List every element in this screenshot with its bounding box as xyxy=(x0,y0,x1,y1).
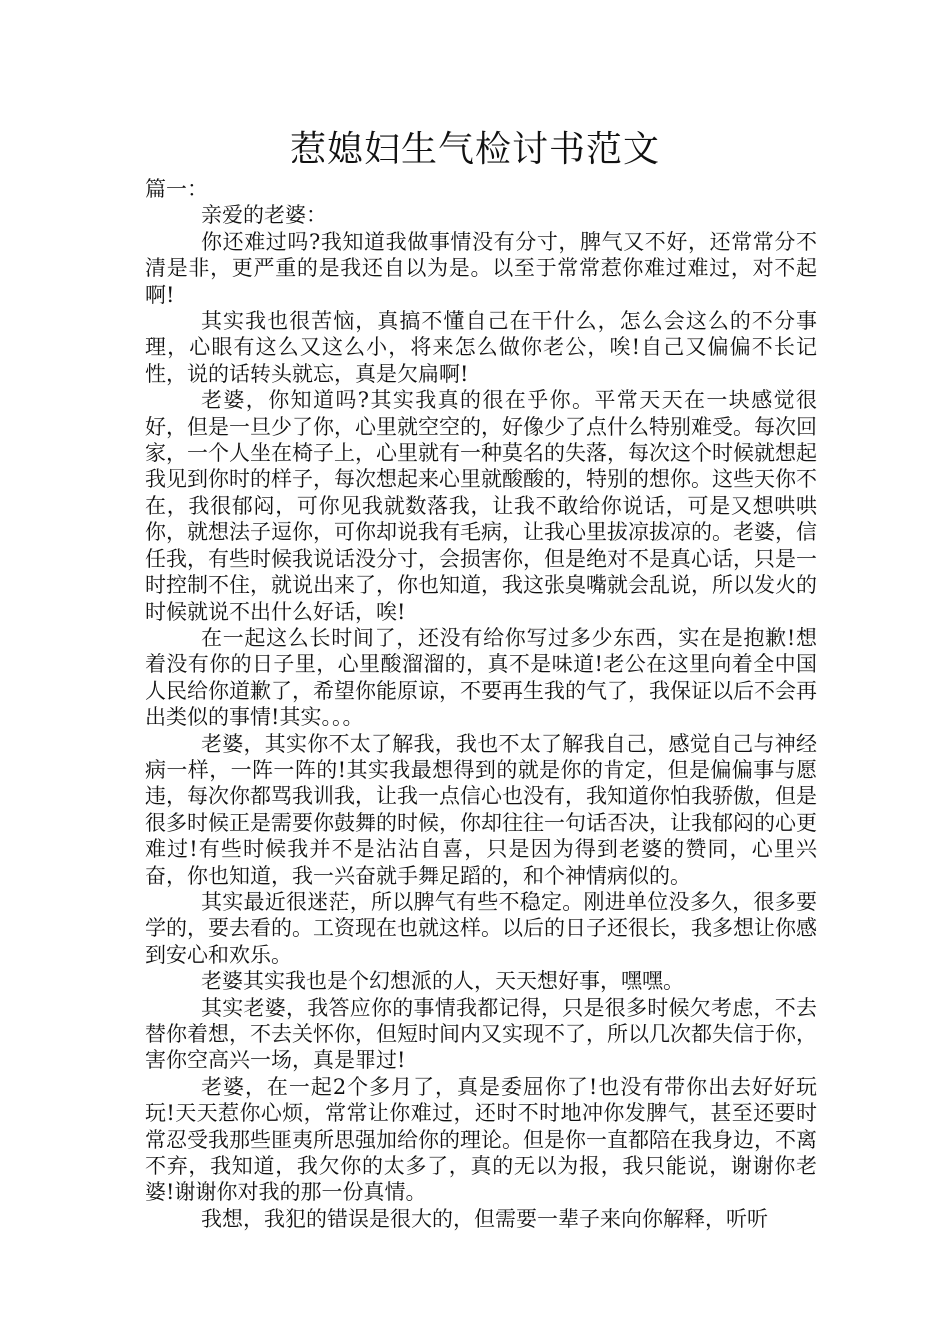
document-body xyxy=(145,176,817,1232)
paragraph: 其实我也很苦恼，真搞不懂自己在干什么，怎么会这么的不分事理，心眼有这么又这么小，将来怎么做你老公，唉!自己又偏偏不长记性，说的话转头就忘，真是欠扁啊! xyxy=(145,309,817,386)
paragraph: 你还难过吗?我知道我做事情没有分寸，脾气又不好，还常常分不清是非，更严重的是我还自以为是。以至于常常惹你难过难过，对不起啊! xyxy=(145,229,817,307)
paragraph: 老婆其实我也是个幻想派的人，天天想好事，嘿嘿。 xyxy=(201,969,684,994)
paragraph: 其实老婆，我答应你的事情我都记得，只是很多时候欠考虑，不去替你着想，不去关怀你，但短时间内又实现不了，所以几次都失信于你，害你空高兴一场，真是罪过! xyxy=(145,995,817,1073)
paragraph: 老婆，在一起2个多月了，真是委屈你了!也没有带你出去好好玩玩!天天惹你心烦，常常让你难过，还时不时地冲你发脾气，甚至还要时常忍受我那些匪夷所思强加给你的理论。但是你一直都陪在我身边，不离不弃，我知道，我欠你的太多了，真的无以为报，我只能说，谢谢你老婆!谢谢你对我的那一份真情。 xyxy=(145,1074,817,1205)
paragraph: 在一起这么长时间了，还没有给你写过多少东西，实在是抱歉!想着没有你的日子里，心里酸溜溜的，真不是味道!老公在这里向着全中国人民给你道歉了，希望你能原谅，不要再生我的气了，我保证以后不会再出类似的事情!其实。。。 xyxy=(145,625,817,730)
paragraph: 其实最近很迷茫，所以脾气有些不稳定。刚进单位没多久，很多要学的，要去看的。工资现在也就这样。以后的日子还很长，我多想让你感到安心和欢乐。 xyxy=(145,889,817,967)
paragraph: 老婆，其实你不太了解我，我也不太了解我自己，感觉自己与神经病一样，一阵一阵的!其实我最想得到的就是你的肯定，但是偏偏事与愿违，每次你都骂我训我，让我一点信心也没有，我知道你怕我骄傲，但是很多时候正是需要你鼓舞的时候，你却往往一句话否决，让我郁闷的心更难过!有些时候我并不是沾沾自喜，只是因为得到老婆的赞同，心里兴奋，你也知道，我一兴奋就手舞足蹈的，和个神情病似的。 xyxy=(145,731,817,888)
paragraph: 老婆，你知道吗?其实我真的很在乎你。平常天天在一块感觉很好，但是一旦少了你，心里就空空的，好像少了点什么特别难受。每次回家，一个人坐在椅子上，心里就有一种莫名的失落，每次这个时候就想起我见到你时的样子，每次想起来心里就酸酸的，特别的想你。这些天你不在，我很郁闷，可你见我就数落我，让我不敢给你说话，可是又想哄哄你，就想法子逗你，可你却说我有毛病，让我心里拔凉拔凉的。老婆，信任我，有些时候我说话没分寸，会损害你，但是绝对不是真心话，只是一时控制不住，就说出来了，你也知道，我这张臭嘴就会乱说，所以发火的时候就说不出什么好话，唉! xyxy=(145,388,817,624)
section-label: 篇一： xyxy=(145,177,208,201)
salutation: 亲爱的老婆： xyxy=(201,203,327,228)
document-title: 惹媳妇生气检讨书范文 xyxy=(289,129,660,170)
paragraph: 我想，我犯的错误是很大的，但需要一辈子来向你解释，听听 xyxy=(201,1206,768,1231)
